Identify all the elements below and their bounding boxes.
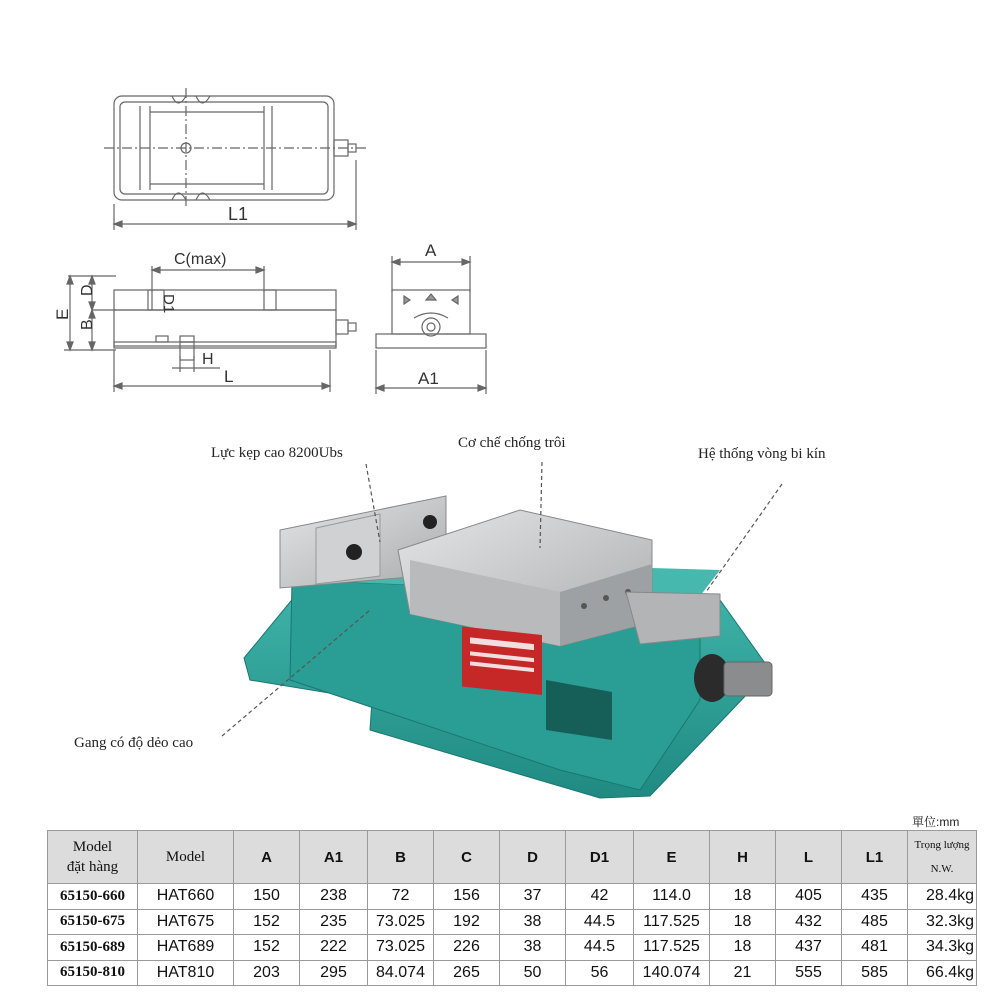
dim-label-E: E bbox=[53, 308, 72, 320]
table-header-row bbox=[48, 831, 977, 884]
dim-label-L: L bbox=[224, 367, 234, 386]
th-B: B bbox=[368, 831, 434, 884]
cell-A: 152 bbox=[234, 909, 300, 935]
cell-L: 437 bbox=[776, 935, 842, 961]
cell-L1: 585 bbox=[842, 960, 908, 986]
cell-L1: 435 bbox=[842, 884, 908, 910]
cell-model: HAT675 bbox=[138, 909, 234, 935]
cell-D: 38 bbox=[500, 909, 566, 935]
cell-weight: 66.4kg bbox=[908, 960, 977, 986]
th-A1: A1 bbox=[300, 831, 368, 884]
dim-label-L1: L1 bbox=[228, 204, 249, 224]
callout-clamping-force: Lực kẹp cao 8200Ubs bbox=[211, 445, 343, 461]
cell-L: 555 bbox=[776, 960, 842, 986]
dim-label-Cmax: C(max) bbox=[174, 251, 227, 268]
cell-weight: 34.3kg bbox=[908, 935, 977, 961]
th-A: A bbox=[234, 831, 300, 884]
cell-B: 72 bbox=[368, 884, 434, 910]
cell-code: 65150-675 bbox=[48, 909, 138, 935]
cell-A: 203 bbox=[234, 960, 300, 986]
cell-code: 65150-810 bbox=[48, 960, 138, 986]
cell-C: 265 bbox=[434, 960, 500, 986]
cell-H: 18 bbox=[710, 884, 776, 910]
callout-cast-iron: Gang có độ dẻo cao bbox=[74, 735, 194, 751]
side-view bbox=[114, 290, 356, 360]
cell-E: 117.525 bbox=[634, 909, 710, 935]
cell-L: 432 bbox=[776, 909, 842, 935]
cell-H: 18 bbox=[710, 909, 776, 935]
th-L: L bbox=[776, 831, 842, 884]
th-order-model: Model đặt hàng bbox=[48, 831, 138, 884]
cell-model: HAT810 bbox=[138, 960, 234, 986]
cell-L: 405 bbox=[776, 884, 842, 910]
th-D: D bbox=[500, 831, 566, 884]
dim-label-A: A bbox=[425, 241, 437, 260]
th-weight: Trọng lượng N.W. bbox=[908, 831, 977, 884]
dim-label-B: B bbox=[79, 319, 96, 330]
cell-weight: 32.3kg bbox=[908, 909, 977, 935]
th-C: C bbox=[434, 831, 500, 884]
cell-model: HAT660 bbox=[138, 884, 234, 910]
cell-E: 140.074 bbox=[634, 960, 710, 986]
cell-D1: 44.5 bbox=[566, 935, 634, 961]
cell-L1: 485 bbox=[842, 909, 908, 935]
cell-D1: 44.5 bbox=[566, 909, 634, 935]
cell-C: 226 bbox=[434, 935, 500, 961]
cell-code: 65150-689 bbox=[48, 935, 138, 961]
dim-label-D: D bbox=[79, 284, 96, 296]
cell-D: 50 bbox=[500, 960, 566, 986]
cell-E: 117.525 bbox=[634, 935, 710, 961]
cell-L1: 481 bbox=[842, 935, 908, 961]
cell-E: 114.0 bbox=[634, 884, 710, 910]
cell-A1: 295 bbox=[300, 960, 368, 986]
table-row bbox=[48, 935, 977, 961]
cell-H: 21 bbox=[710, 960, 776, 986]
dim-label-H: H bbox=[202, 351, 214, 368]
dim-label-D1: D1 bbox=[160, 294, 177, 314]
table-row bbox=[48, 909, 977, 935]
cell-weight: 28.4kg bbox=[908, 884, 977, 910]
cell-D1: 56 bbox=[566, 960, 634, 986]
cell-H: 18 bbox=[710, 935, 776, 961]
cell-C: 192 bbox=[434, 909, 500, 935]
cell-code: 65150-660 bbox=[48, 884, 138, 910]
th-H: H bbox=[710, 831, 776, 884]
cell-D: 38 bbox=[500, 935, 566, 961]
callout-anti-lift: Cơ chế chống trôi bbox=[458, 435, 566, 451]
cell-A1: 238 bbox=[300, 884, 368, 910]
table-row bbox=[48, 960, 977, 986]
spec-table bbox=[47, 830, 977, 986]
cell-A1: 235 bbox=[300, 909, 368, 935]
cell-A: 150 bbox=[234, 884, 300, 910]
cell-model: HAT689 bbox=[138, 935, 234, 961]
table-row bbox=[48, 884, 977, 910]
cell-B: 73.025 bbox=[368, 935, 434, 961]
th-L1: L1 bbox=[842, 831, 908, 884]
unit-label: 單位:mm bbox=[912, 815, 960, 829]
th-model: Model bbox=[138, 831, 234, 884]
front-view bbox=[376, 290, 486, 348]
callout-bearing: Hệ thống vòng bi kín bbox=[698, 446, 826, 462]
th-D1: D1 bbox=[566, 831, 634, 884]
cell-A: 152 bbox=[234, 935, 300, 961]
technical-drawing bbox=[0, 0, 1000, 400]
cell-A1: 222 bbox=[300, 935, 368, 961]
th-E: E bbox=[634, 831, 710, 884]
cell-B: 84.074 bbox=[368, 960, 434, 986]
cell-D1: 42 bbox=[566, 884, 634, 910]
cell-C: 156 bbox=[434, 884, 500, 910]
cell-B: 73.025 bbox=[368, 909, 434, 935]
cell-D: 37 bbox=[500, 884, 566, 910]
dim-label-A1: A1 bbox=[418, 369, 439, 388]
